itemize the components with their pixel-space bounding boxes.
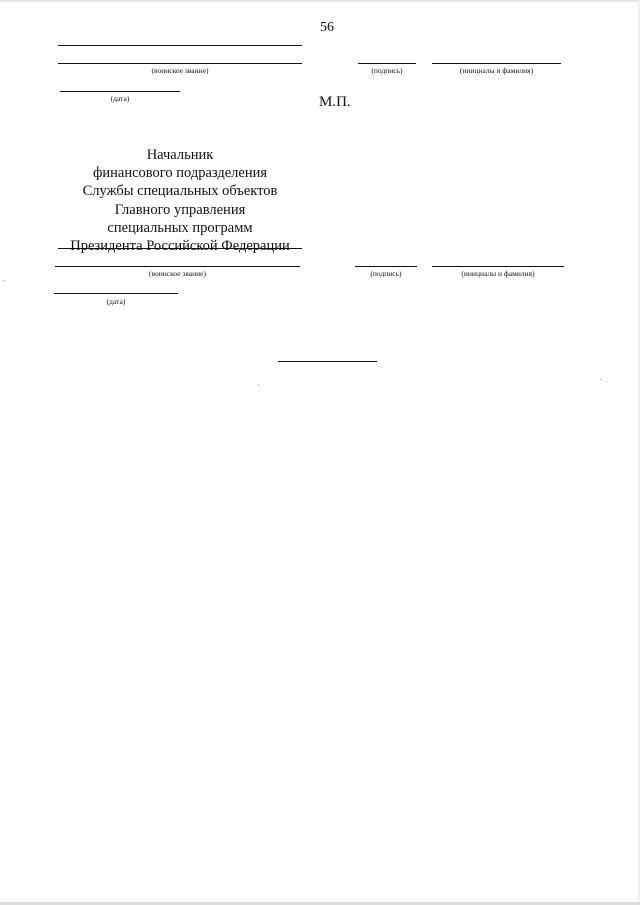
scan-speck (600, 379, 601, 380)
name-caption: (инициалы и фамилия) (459, 66, 534, 75)
scan-speck (258, 384, 259, 385)
signature-line (355, 266, 417, 267)
position-title (58, 146, 302, 255)
date-caption: (дата) (110, 94, 130, 103)
signature-caption: (подпись) (371, 66, 403, 75)
seal-mark: М.П. (319, 94, 351, 110)
rank-caption: (воинское звание) (151, 66, 209, 75)
rank-caption: (воинское звание) (149, 269, 206, 278)
signature-line (358, 63, 416, 64)
title-underline (58, 248, 302, 249)
end-rule (278, 361, 377, 362)
rank-line-upper (58, 45, 302, 46)
date-caption: (дата) (106, 297, 126, 306)
position-title-line: Президента Российской Федерации (70, 238, 290, 255)
position-title-line: специальных программ (107, 219, 253, 236)
position-title-line: финансового подразделения (92, 165, 268, 182)
page-number: 56 (320, 20, 334, 35)
position-title-line: Начальник (146, 147, 214, 163)
name-caption: (инициалы и фамилия) (461, 269, 535, 278)
date-line (60, 91, 180, 92)
name-line (432, 63, 561, 64)
position-title-line: Службы специальных объектов (82, 183, 278, 200)
rank-line (58, 63, 302, 64)
signature-caption: (подпись) (370, 269, 402, 278)
scan-edge-top (0, 0, 640, 2)
scan-speck (4, 280, 5, 281)
name-line (432, 266, 564, 267)
date-line (54, 293, 178, 294)
position-title-line: Главного управления (114, 201, 246, 218)
rank-line (55, 266, 300, 267)
